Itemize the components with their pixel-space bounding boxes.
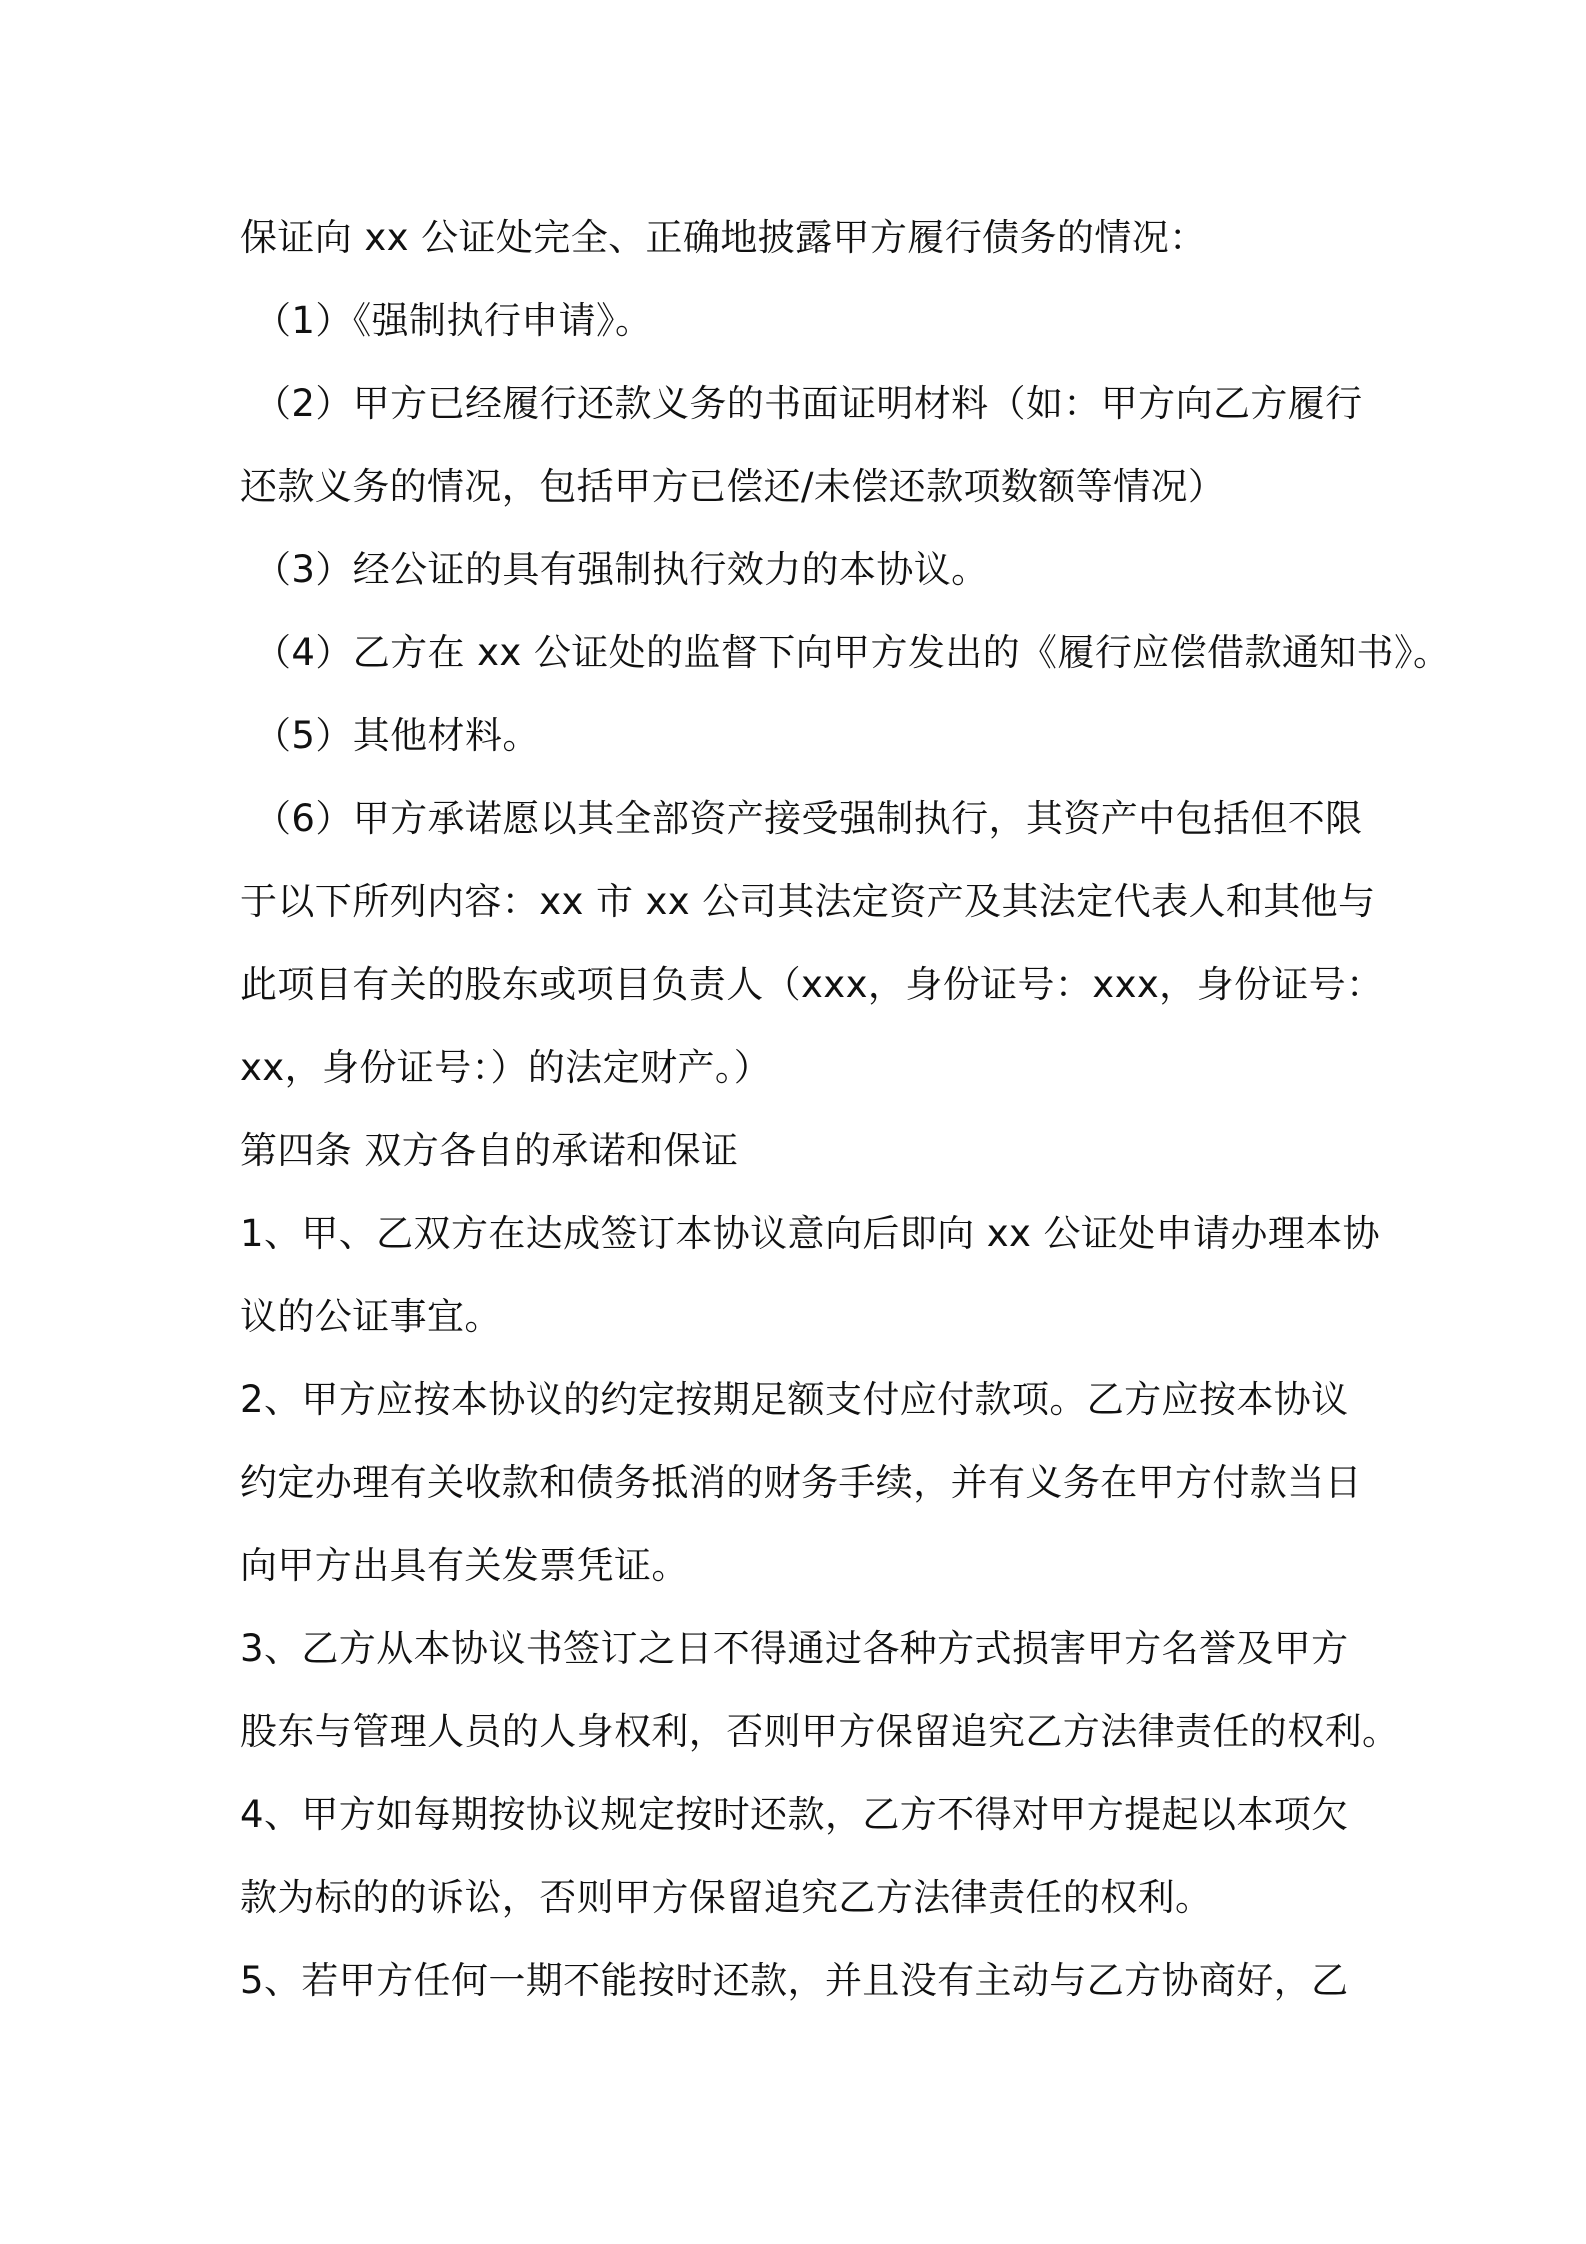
text-line: 2、甲方应按本协议的约定按期足额支付应付款项。乙方应按本协议 (240, 1378, 1349, 1421)
text-line: 于以下所列内容：xx 市 xx 公司其法定资产及其法定代表人和其他与 (240, 880, 1376, 923)
text-line: 此项目有关的股东或项目负责人（xxx，身份证号：xxx，身份证号： (240, 963, 1384, 1006)
text-line: 还款义务的情况，包括甲方已偿还/未偿还款项数额等情况） (240, 465, 1226, 508)
text-line: 1、甲、乙双方在达成签订本协议意向后即向 xx 公证处申请办理本协 (240, 1212, 1381, 1255)
section-heading: 第四条 双方各自的承诺和保证 (240, 1129, 739, 1172)
text-line: 4、甲方如每期按协议规定按时还款，乙方不得对甲方提起以本项欠 (240, 1793, 1349, 1836)
text-line: 股东与管理人员的人身权利，否则甲方保留追究乙方法律责任的权利。 (240, 1710, 1400, 1753)
text-line: （5）其他材料。 (254, 714, 540, 757)
document-body (240, 196, 1451, 2022)
text-line: 保证向 xx 公证处完全、正确地披露甲方履行债务的情况： (240, 216, 1207, 259)
text-line: 约定办理有关收款和债务抵消的财务手续，并有义务在甲方付款当日 (240, 1461, 1362, 1504)
text-line: 向甲方出具有关发票凭证。 (240, 1544, 689, 1587)
text-line: （4）乙方在 xx 公证处的监督下向甲方发出的《履行应偿借款通知书》。 (254, 631, 1451, 674)
text-line: 5、若甲方任何一期不能按时还款，并且没有主动与乙方协商好，乙 (240, 1959, 1349, 2002)
text-line: 议的公证事宜。 (240, 1295, 502, 1338)
text-line: 3、乙方从本协议书签订之日不得通过各种方式损害甲方名誉及甲方 (240, 1627, 1349, 1670)
text-line: （1）《强制执行申请》。 (254, 299, 653, 342)
text-line: （3）经公证的具有强制执行效力的本协议。 (254, 548, 989, 591)
text-line: 款为标的的诉讼，否则甲方保留追究乙方法律责任的权利。 (240, 1876, 1213, 1919)
text-line: （6）甲方承诺愿以其全部资产接受强制执行，其资产中包括但不限 (254, 797, 1363, 840)
text-line: xx，身份证号：）的法定财产。） (240, 1046, 772, 1089)
text-line: （2）甲方已经履行还款义务的书面证明材料（如：甲方向乙方履行 (254, 382, 1363, 425)
